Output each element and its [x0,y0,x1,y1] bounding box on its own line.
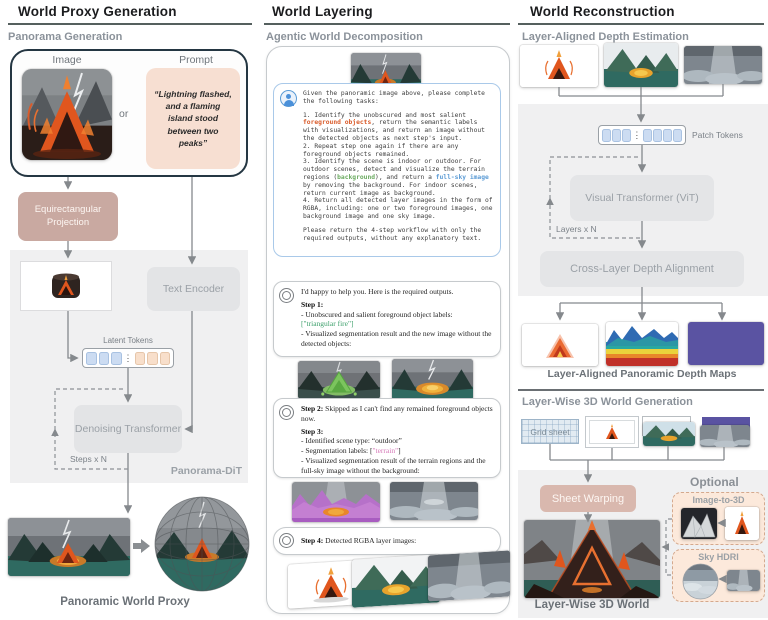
latent-token [147,352,158,365]
patch-token [673,129,682,142]
prompt-bubble [146,68,240,169]
text-encoder-box: Text Encoder [147,267,240,311]
patch-tokens-bar [598,125,686,145]
ellipsis-icon: ⋮ [632,129,642,140]
fire-label-value: ["triangular fire"] [301,319,354,329]
depth-section-label: Layer-Aligned Depth Estimation [522,31,689,43]
patch-token [663,129,672,142]
rgba-background-layer-image [352,554,440,607]
world-caption: Layer-Wise 3D World [534,599,650,611]
rgba-sky-layer-image [428,550,510,601]
ellipsis-icon: ⋮ [123,352,133,363]
layer-input-foreground-image [520,45,598,87]
user-prompt-box [273,83,501,257]
step2-label: Step 2: [301,404,324,413]
mesh-3d-image [681,508,717,539]
optional-label: Optional [690,475,739,489]
vit-box: Visual Transformer (ViT) [570,175,714,221]
assistant-icon [279,405,294,420]
equirectangular-projection-box: Equirectangular Projection [18,192,118,241]
steps-label: Steps x N [70,454,107,464]
depth-map-foreground-image [522,324,598,366]
panorama-result-image [8,518,130,576]
full-sky-image [390,482,478,520]
latent-tokens-bar [82,348,174,368]
denoising-transformer-box: Denoising Transformer [74,405,182,453]
left-column [0,0,256,620]
depth-maps-caption: Layer-Aligned Panoramic Depth Maps [547,368,737,380]
prompt-task2: 2. Repeat step one again if there are any foreground objects remained. [303,142,459,158]
step1-label: Step 1: [301,299,324,309]
panorama-dit-label: Panorama-DiT [170,465,242,477]
patch-token [612,129,621,142]
sky-source-thumb [727,570,760,591]
terrain-label-value: "terrain" [372,446,399,455]
patch-token [602,129,611,142]
depth-map-background-image [606,322,678,366]
layers-label: Layers x N [556,224,597,234]
sky-hdri-label: Sky HDRI [698,552,739,562]
prompt-closing: Please return the 4-step workflow with only the required outputs, without any explanatory text. [303,226,482,242]
step4-label: Step 4: [301,536,324,545]
layer-input-background-image [604,43,678,87]
warp-background-image [643,422,695,446]
assistant-icon [279,533,294,548]
assistant-response-1 [273,281,501,357]
user-prompt-text [303,90,496,242]
assistant-response-3 [273,527,501,555]
grid-sheet-box: Grid sheet [521,419,579,444]
depth-map-sky-image [688,322,764,365]
left-section-label: Panorama Generation [8,31,123,43]
foreground-objects-keyword: foreground objects [303,119,372,127]
sky-hdri-box [672,549,765,602]
world-section-label: Layer-Wise 3D World Generation [522,396,693,408]
segmentation-fire-image [298,361,380,399]
patch-token [653,129,662,142]
sheet-warping-box: Sheet Warping [540,485,636,512]
prompt-task4: 4. Return all detected layer images in the form of RGBA, including: one or two foreground images, one background image and one sky image. [303,197,493,220]
layer-wise-3d-world-image [524,520,660,598]
middle-title: World Layering [272,4,373,19]
latent-token [99,352,110,365]
middle-title-rule [264,23,510,25]
right-title: World Reconstruction [530,4,675,19]
left-caption: Panoramic World Proxy [60,596,190,608]
layer-input-sky-image [684,46,762,84]
world-proxy-sphere-image [152,494,252,594]
projected-fire-thumb [49,271,83,301]
projected-image-box [20,261,112,311]
prompt-text: “Lightning flashed, and a flaming island stood between two peaks” [154,88,232,148]
image-label: Image [52,54,82,66]
image-to-3d-box [672,492,765,545]
middle-section-label: Agentic World Decomposition [266,31,423,43]
assistant-response-2 [273,398,501,478]
user-icon [280,90,297,107]
or-label: or [119,108,129,120]
middle-column [256,0,512,620]
step3-label: Step 3: [301,426,324,436]
warp-sky-image [700,425,750,447]
patch-token [622,129,631,142]
patch-tokens-label: Patch Tokens [692,130,743,140]
fire-source-thumb [725,507,759,540]
background-keyword: background [337,173,376,181]
assistant-response-2-text: Step 2: Skipped as I can't find any remained foreground objects now. Step 3: - Identified scene type: “outdoor” - Segmentation labels: ["terrain"] - Visualized segmentation result of the terrain regions and the full-sky image without the background: [301,404,493,475]
patch-token [643,129,652,142]
assistant-response-3-text: Step 4: Detected RGBA layer images: [301,536,417,545]
right-title-rule [518,23,764,25]
right-column [512,0,768,620]
prompt-tasks: 1. Identify the unobscured and most salient foreground objects, return the semantic labels with visualizations, and return an image without the detected objects as next step's input. 2. Repeat step one again if there are any foreground objects remained. 3. Identify the scene is indoor or outdoor. For outdoor scenes, detect and visualize the terrain regions (background), and return a full-sky image by removing the background. For indoor scenes, return current image as background. 4. Return all detected layer images in the form of RGBA, including: one or two foreground images, one background image and one sky image. [303,111,493,220]
terrain-segmentation-image [292,482,380,522]
warp-foreground-image [585,416,639,448]
latent-tokens-label: Latent Tokens [103,336,153,345]
fire-removed-image [392,359,473,400]
latent-token [160,352,171,365]
full-sky-keyword: full-sky image [435,173,489,181]
cross-layer-depth-alignment-box: Cross-Layer Depth Alignment [540,251,744,287]
image-to-3d-label: Image-to-3D [692,495,745,505]
assistant-icon [279,288,294,303]
assistant-response-1-text: I'd happy to help you. Here is the required outputs. Step 1: - Unobscured and salient foreground object labels: ["triangular fire"] - Visualized segmentation result and the new image without the detected objects: [301,287,497,349]
latent-token [135,352,146,365]
input-fire-image [22,69,112,160]
section-divider [518,389,764,391]
left-title: World Proxy Generation [18,4,177,19]
latent-token [86,352,97,365]
left-title-rule [8,23,252,25]
hdri-sphere-image [682,563,719,600]
prompt-label: Prompt [179,54,213,66]
prompt-intro: Given the panoramic image above, please complete the following tasks: [303,90,485,105]
latent-token [111,352,122,365]
